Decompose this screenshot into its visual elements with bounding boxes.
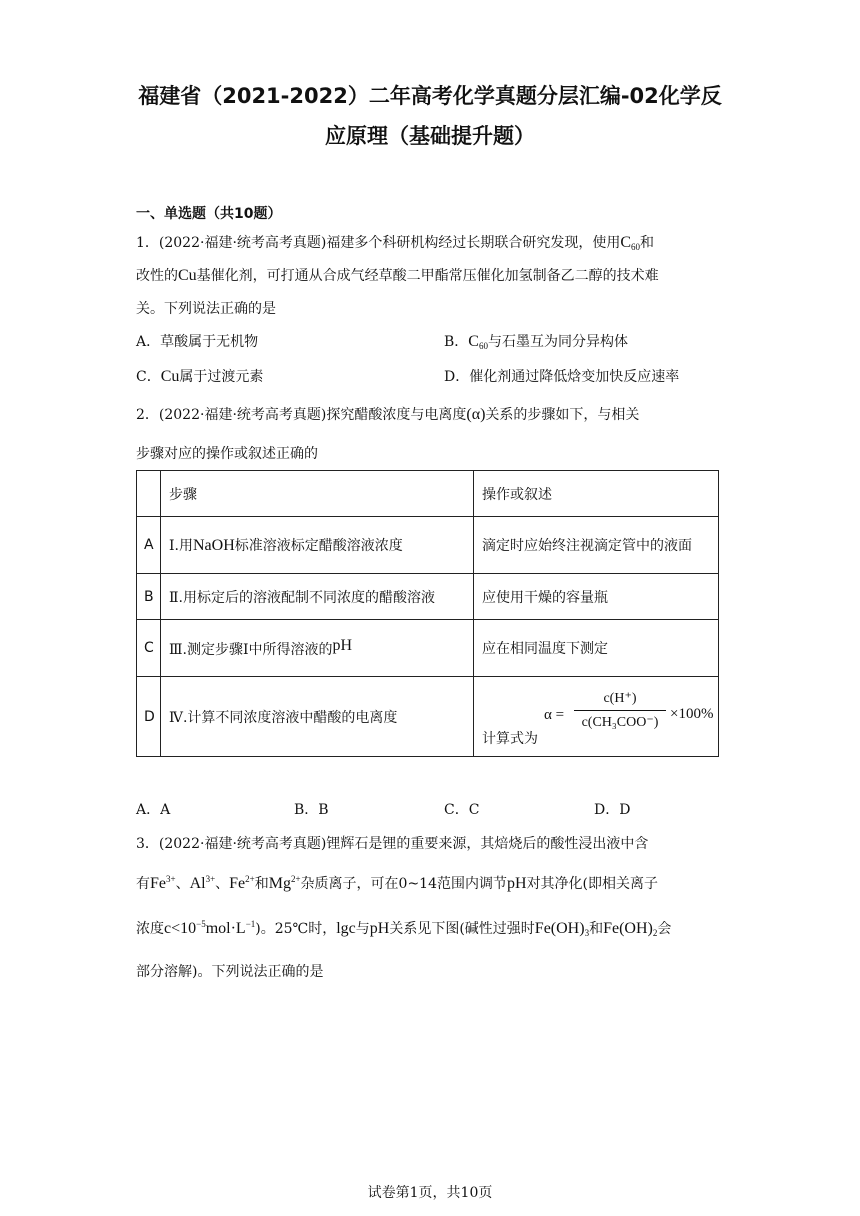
q1-option-d: D．催化剂通过降低焓变加快反应速率 xyxy=(444,369,680,385)
q2-option-c: C．C xyxy=(444,802,480,818)
doc-title-line1: 福建省（2021-2022）二年高考化学真题分层汇编-02化学反 xyxy=(138,84,722,108)
row-label: A xyxy=(137,517,161,574)
row-label: C xyxy=(137,620,161,677)
q3-line2: 有$Fe^{3+}$、$Al^{3+}$、$Fe^{2+}$和$Mg^{2+}$杂质离子，可在0~14范围内调节pH对其净化(即相关离子 xyxy=(136,874,659,892)
q2-line2: 步骤对应的操作或叙述正确的 xyxy=(136,446,318,462)
row-step: Ⅱ.用标定后的溶液配制不同浓度的醋酸溶液 xyxy=(161,574,474,620)
page-footer: 试卷第1页，共10页 xyxy=(367,1185,493,1201)
q3-line4: 部分溶解)。下列说法正确的是 xyxy=(136,964,324,980)
q2-option-a: A．A xyxy=(136,802,171,818)
table-row xyxy=(137,620,719,677)
row-step: Ⅳ.计算不同浓度溶液中醋酸的电离度 xyxy=(161,677,474,757)
q3-line3: 浓度$c<10^{-5}mol\cdot L^{-1}$)。25℃时，lgc与pH关系见下图(碱性过强时$Fe(OH)_3$和$Fe(OH)_2$会 xyxy=(136,919,672,938)
q1-line3: 关。下列说法正确的是 xyxy=(136,301,276,317)
q1-option-c: C．Cu属于过渡元素 xyxy=(136,368,264,385)
formula-fraction xyxy=(574,690,666,731)
formula-denominator: c(CH₃COO⁻) xyxy=(581,714,659,730)
formula-alpha: α = xyxy=(544,706,565,723)
q2-option-b: B．B xyxy=(294,802,329,818)
steps-table xyxy=(136,470,719,757)
doc-title-line2: 应原理（基础提升题） xyxy=(325,124,535,148)
section-heading: 一、单选题（共10题） xyxy=(136,206,282,222)
table-row xyxy=(137,517,719,574)
row-operation-formula xyxy=(474,677,719,757)
table-header-row xyxy=(137,471,719,517)
q1-option-b: B．$C_{60}$与石墨互为同分异构体 xyxy=(444,333,628,351)
q2-line1: 2．(2022·福建·统考高考真题)探究醋酸浓度与电离度(α)关系的步骤如下，与相关 xyxy=(136,406,640,423)
formula-percent: ×100% xyxy=(670,705,714,722)
header-step: 步骤 xyxy=(161,471,474,517)
row-step: Ⅲ.测定步骤Ⅰ中所得溶液的pH xyxy=(161,620,474,677)
formula-numerator: c(H⁺) xyxy=(574,690,666,711)
header-operation: 操作或叙述 xyxy=(474,471,719,517)
table-row xyxy=(137,574,719,620)
row-operation: 滴定时应始终注视滴定管中的液面 xyxy=(474,517,719,574)
row-label: D xyxy=(137,677,161,757)
q2-option-d: D．D xyxy=(594,802,631,818)
q1-option-a: A．草酸属于无机物 xyxy=(136,334,259,350)
formula-label: 计算式为 xyxy=(482,730,538,747)
ionization-formula xyxy=(482,680,718,754)
row-step: Ⅰ.用NaOH标准溶液标定醋酸溶液浓度 xyxy=(161,517,474,574)
row-operation: 应使用干燥的容量瓶 xyxy=(474,574,719,620)
table-row xyxy=(137,677,719,757)
q1-line2: 改性的Cu基催化剂，可打通从合成气经草酸二甲酯常压催化加氢制备乙二醇的技术难 xyxy=(136,267,659,284)
q1-line1: 1．(2022·福建·统考高考真题)福建多个科研机构经过长期联合研究发现，使用$C_{60}$和 xyxy=(136,234,655,252)
row-operation: 应在相同温度下测定 xyxy=(474,620,719,677)
row-label: B xyxy=(137,574,161,620)
q3-line1: 3．(2022·福建·统考高考真题)锂辉石是锂的重要来源，其焙烧后的酸性浸出液中含 xyxy=(136,836,649,852)
